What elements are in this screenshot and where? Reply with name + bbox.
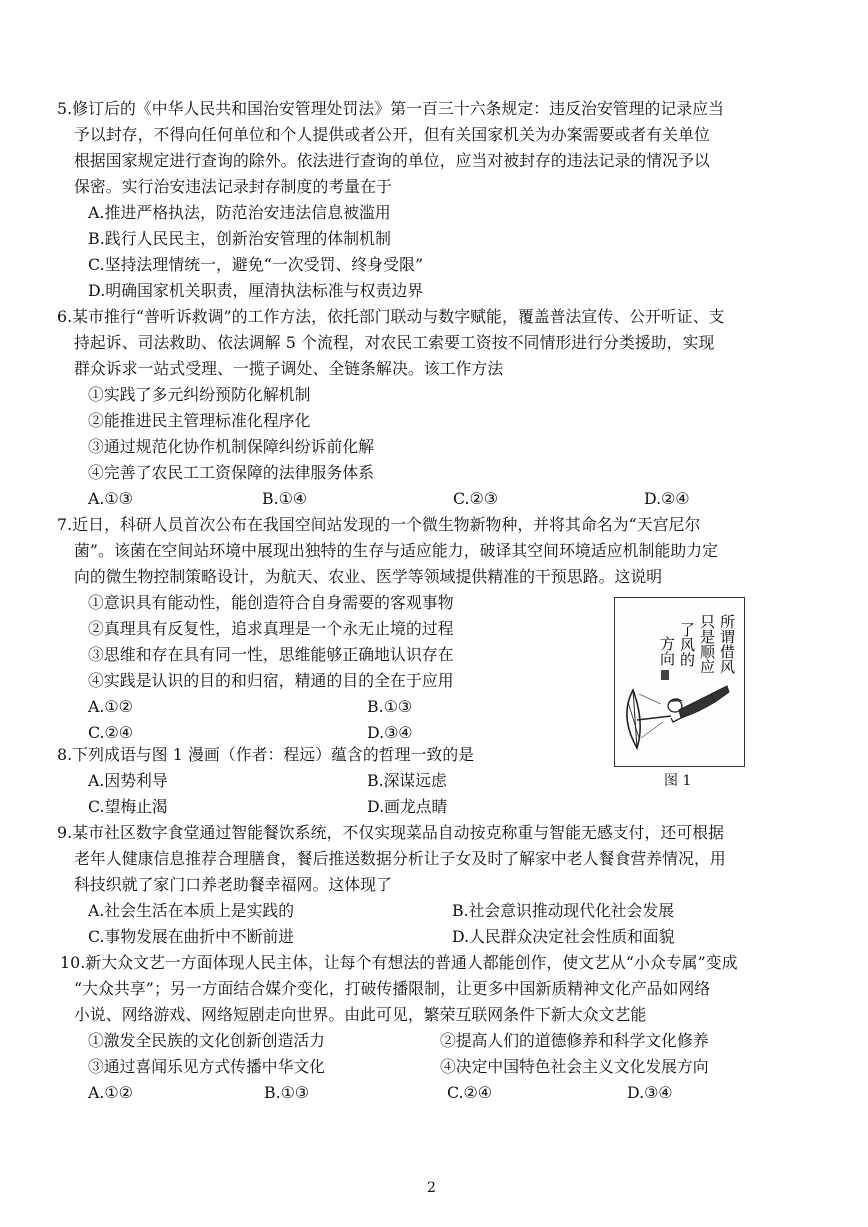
q6-item-3: ③通过规范化协作机制保障纠纷诉前化解 [88, 437, 375, 456]
q5-stem-line: 5.修订后的《中华人民共和国治安管理处罚法》第一百三十六条规定：违反治安管理的记录应当 [57, 99, 725, 118]
q8-option-c: C.望梅止渴 [88, 797, 168, 816]
q10-stem-line: 小说、网络游戏、网络短剧走向世界。由此可见，繁荣互联网条件下新大众文艺能 [74, 1005, 647, 1024]
q6-item-2: ②能推进民主管理标准化程序化 [88, 411, 311, 430]
q5-option-d: D.明确国家机关职责，厘清执法标准与权责边界 [88, 281, 424, 300]
cartoon-text-col: 方向 [658, 636, 676, 666]
cartoon-text-col: 只是顺应 [698, 614, 716, 674]
cartoon-drawing [615, 598, 744, 766]
q7-option-d: D.③④ [367, 723, 413, 742]
q10-stem-line: 10.新大众文艺一方面体现人民主体，让每个有想法的普通人都能创作，使文艺从“小众专属”变成 [60, 953, 738, 972]
cartoon-figure [614, 597, 745, 767]
q7-item-1: ①意识具有能动性，能创造符合自身需要的客观事物 [88, 593, 454, 612]
seal-mark [661, 670, 669, 680]
figure-caption: 图 1 [664, 773, 692, 789]
q10-option-d: D.③④ [627, 1083, 673, 1102]
q9-stem-line: 9.某市社区数字食堂通过智能餐饮系统，不仅实现菜品自动按克称重与智能无感支付，还可根据 [57, 823, 725, 842]
q7-stem-line: 7.近日，科研人员首次公布在我国空间站发现的一个微生物新物种，并将其命名为“天宫尼尔 [57, 515, 701, 534]
q5-option-c: C.坚持法理情统一，避免“一次受罚、终身受限” [88, 255, 424, 274]
q10-option-c: C.②④ [447, 1083, 492, 1102]
q9-option-d: D.人民群众决定社会性质和面貌 [452, 927, 675, 946]
q7-option-c: C.②④ [88, 723, 133, 742]
page-number: 2 [427, 1180, 436, 1196]
q9-option-b: B.社会意识推动现代化社会发展 [452, 901, 674, 920]
q9-stem-line: 老年人健康信息推荐合理膳食，餐后推送数据分析让子女及时了解家中老人餐食营养情况，用 [74, 849, 726, 868]
q7-stem-line: 菌”。该菌在空间站环境中展现出独特的生存与适应能力，破译其空间环境适应机制能助力定 [74, 541, 719, 560]
q6-stem-line: 6.某市推行“普听诉救调”的工作方法，依托部门联动与数字赋能，覆盖普法宣传、公开听证、支 [57, 307, 725, 326]
q6-option-c: C.②③ [453, 489, 498, 508]
q8-option-b: B.深谋远虑 [367, 771, 447, 790]
q10-option-a: A.①② [88, 1083, 133, 1102]
q10-item-3: ③通过喜闻乐见方式传播中华文化 [88, 1057, 325, 1076]
q8-stem-line: 8.下列成语与图 1 漫画（作者：程远）蕴含的哲理一致的是 [57, 745, 475, 764]
cartoon-text-col: 了风的 [678, 622, 696, 667]
q6-option-d: D.②④ [644, 489, 690, 508]
q10-item-2: ②提高人们的道德修养和科学文化修养 [440, 1031, 709, 1050]
q9-stem-line: 科技织就了家门口养老助餐幸福网。这体现了 [74, 875, 392, 894]
q8-option-a: A.因势利导 [88, 771, 168, 790]
q7-option-a: A.①② [88, 697, 133, 716]
q5-stem-line: 根据国家规定进行查询的除外。依法进行查询的单位，应当对被封存的违法记录的情况予以 [74, 151, 710, 170]
flying-figure [639, 686, 729, 738]
q7-item-3: ③思维和存在具有同一性，思维能够正确地认识存在 [88, 645, 454, 664]
q7-stem-line: 向的微生物控制策略设计，为航天、农业、医学等领域提供精准的干预思路。这说明 [74, 567, 663, 586]
q6-option-b: B.①④ [262, 489, 307, 508]
q10-stem-line: “大众共享”；另一方面结合媒介变化，打破传播限制，让更多中国新质精神文化产品如网络 [74, 979, 711, 998]
cartoon-text-col: 所谓借风 [718, 614, 736, 674]
q6-stem-line: 持起诉、司法救助、依法调解 5 个流程，对农民工索要工资按不同情形进行分类援助，实现 [74, 333, 715, 352]
q6-option-a: A.①③ [88, 489, 133, 508]
q7-option-b: B.①③ [367, 697, 412, 716]
q10-option-b: B.①③ [264, 1083, 309, 1102]
q7-item-2: ②真理具有反复性，追求真理是一个永无止境的过程 [88, 619, 454, 638]
q5-option-b: B.践行人民民主，创新治安管理的体制机制 [88, 229, 391, 248]
q9-option-a: A.社会生活在本质上是实践的 [88, 901, 294, 920]
q8-option-d: D.画龙点睛 [367, 797, 448, 816]
q9-option-c: C.事物发展在曲折中不断前进 [88, 927, 295, 946]
q5-stem-line: 予以封存，不得向任何单位和个人提供或者公开，但有关国家机关为办案需要或者有关单位 [74, 125, 710, 144]
q10-item-1: ①激发全民族的文化创新创造活力 [88, 1031, 325, 1050]
q6-item-4: ④完善了农民工工资保障的法律服务体系 [88, 463, 375, 482]
q10-item-4: ④决定中国特色社会主义文化发展方向 [440, 1057, 709, 1076]
q7-item-4: ④实践是认识的目的和归宿，精通的目的全在于应用 [88, 671, 454, 690]
q6-stem-line: 群众诉求一站式受理、一揽子调处、全链条解决。该工作方法 [74, 359, 504, 378]
q5-stem-line: 保密。实行治安违法记录封存制度的考量在于 [74, 177, 392, 196]
q5-option-a: A.推进严格执法，防范治安违法信息被滥用 [88, 203, 391, 222]
q6-item-1: ①实践了多元纠纷预防化解机制 [88, 385, 311, 404]
